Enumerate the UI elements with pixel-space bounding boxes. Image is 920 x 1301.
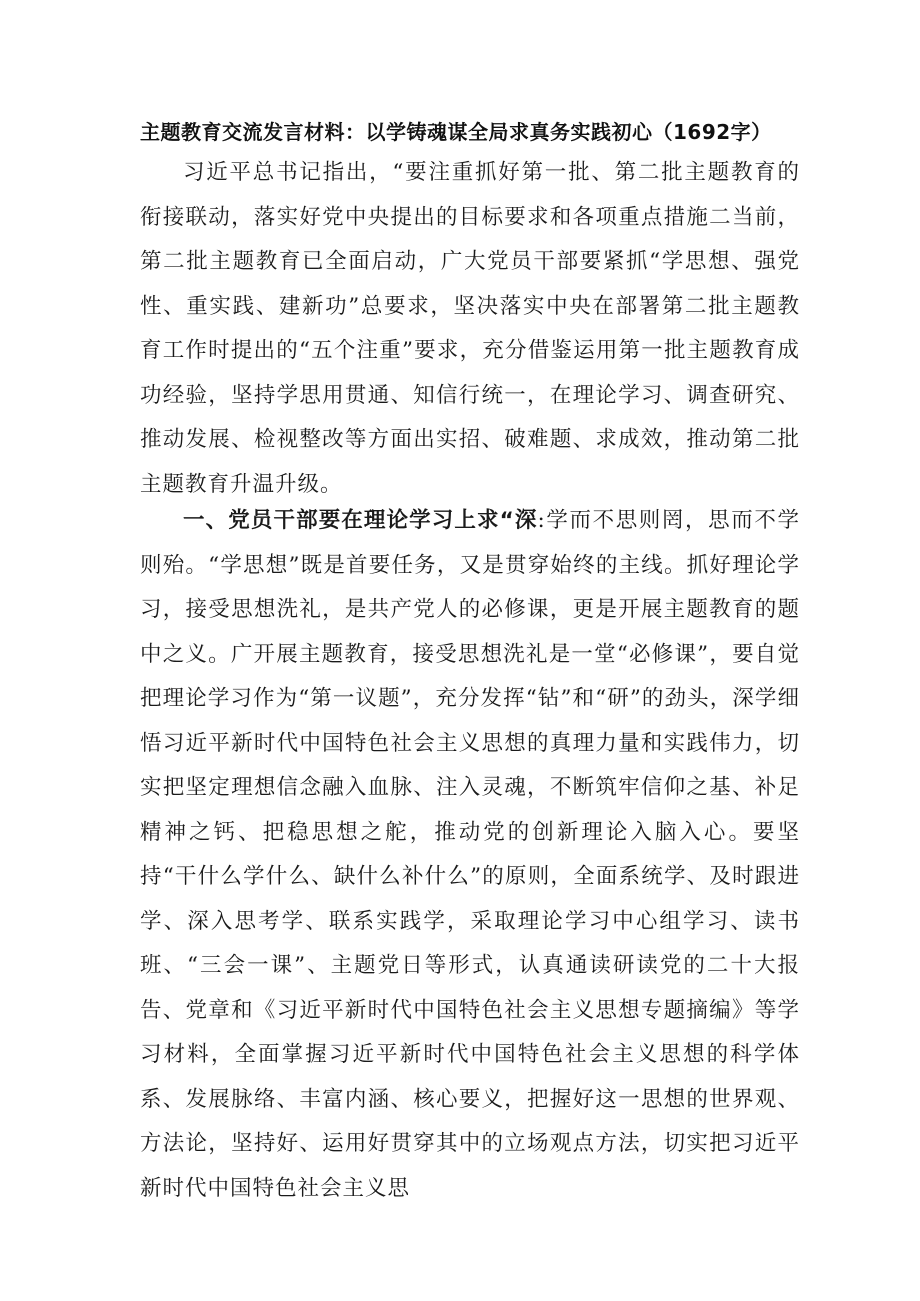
document-title: 主题教育交流发言材料：以学铸魂谋全局求真务实践初心（1692字） xyxy=(140,120,772,144)
intro-paragraph-text: 习近平总书记指出，“要注重抓好第一批、第二批主题教育的衔接联动，落实好党中央提出的目标要求和各项重点措施二当前，第二批主题教育已全面启动，广大党员干部要紧抓“学思想、强党性、重实践、建新功”总要求，坚决落实中央在部署第二批主题教育工作时提出的“五个注重”要求，充分借鉴运用第一批主题教育成功经验，坚持学思用贯通、知信行统一，在理论学习、调查研究、推动发展、检视整改等方面出实招、破难题、求成效，推动第二批主题教育升温升级。 xyxy=(140,160,800,497)
section-one-paragraph xyxy=(140,499,800,1211)
section-one-text: :学而不思则罔，思而不学则殆。“学思想”既是首要任务，又是贯穿始终的主线。抓好理论学习，接受思想洗礼，是共产党人的必修课，更是开展主题教育的题中之义。广开展主题教育，接受思想洗礼是一堂“必修课”，要自觉把理论学习作为“第一议题”，充分发挥“钻”和“研”的劲头，深学细悟习近平新时代中国特色社会主义思想的真理力量和实践伟力，切实把坚定理想信念融入血脉、注入灵魂，不断筑牢信仰之基、补足精神之钙、把稳思想之舵，推动党的创新理论入脑入心。要坚持“干什么学什么、缺什么补什么”的原则，全面系统学、及时跟进学、深入思考学、联系实践学，采取理论学习中心组学习、读书班、“三会一课”、主题党日等形式，认真通读研读党的二十大报告、党章和《习近平新时代中国特色社会主义思想专题摘编》等学习材料，全面掌握习近平新时代中国特色社会主义思想的科学体系、发展脉络、丰富内涵、核心要义，把握好这一思想的世界观、方法论，坚持好、运用好贯穿其中的立场观点方法，切实把习近平新时代中国特色社会主义思 xyxy=(140,508,800,1201)
intro-paragraph xyxy=(140,151,800,507)
section-one-heading: 一、党员干部要在理论学习上求“深 xyxy=(183,508,538,533)
